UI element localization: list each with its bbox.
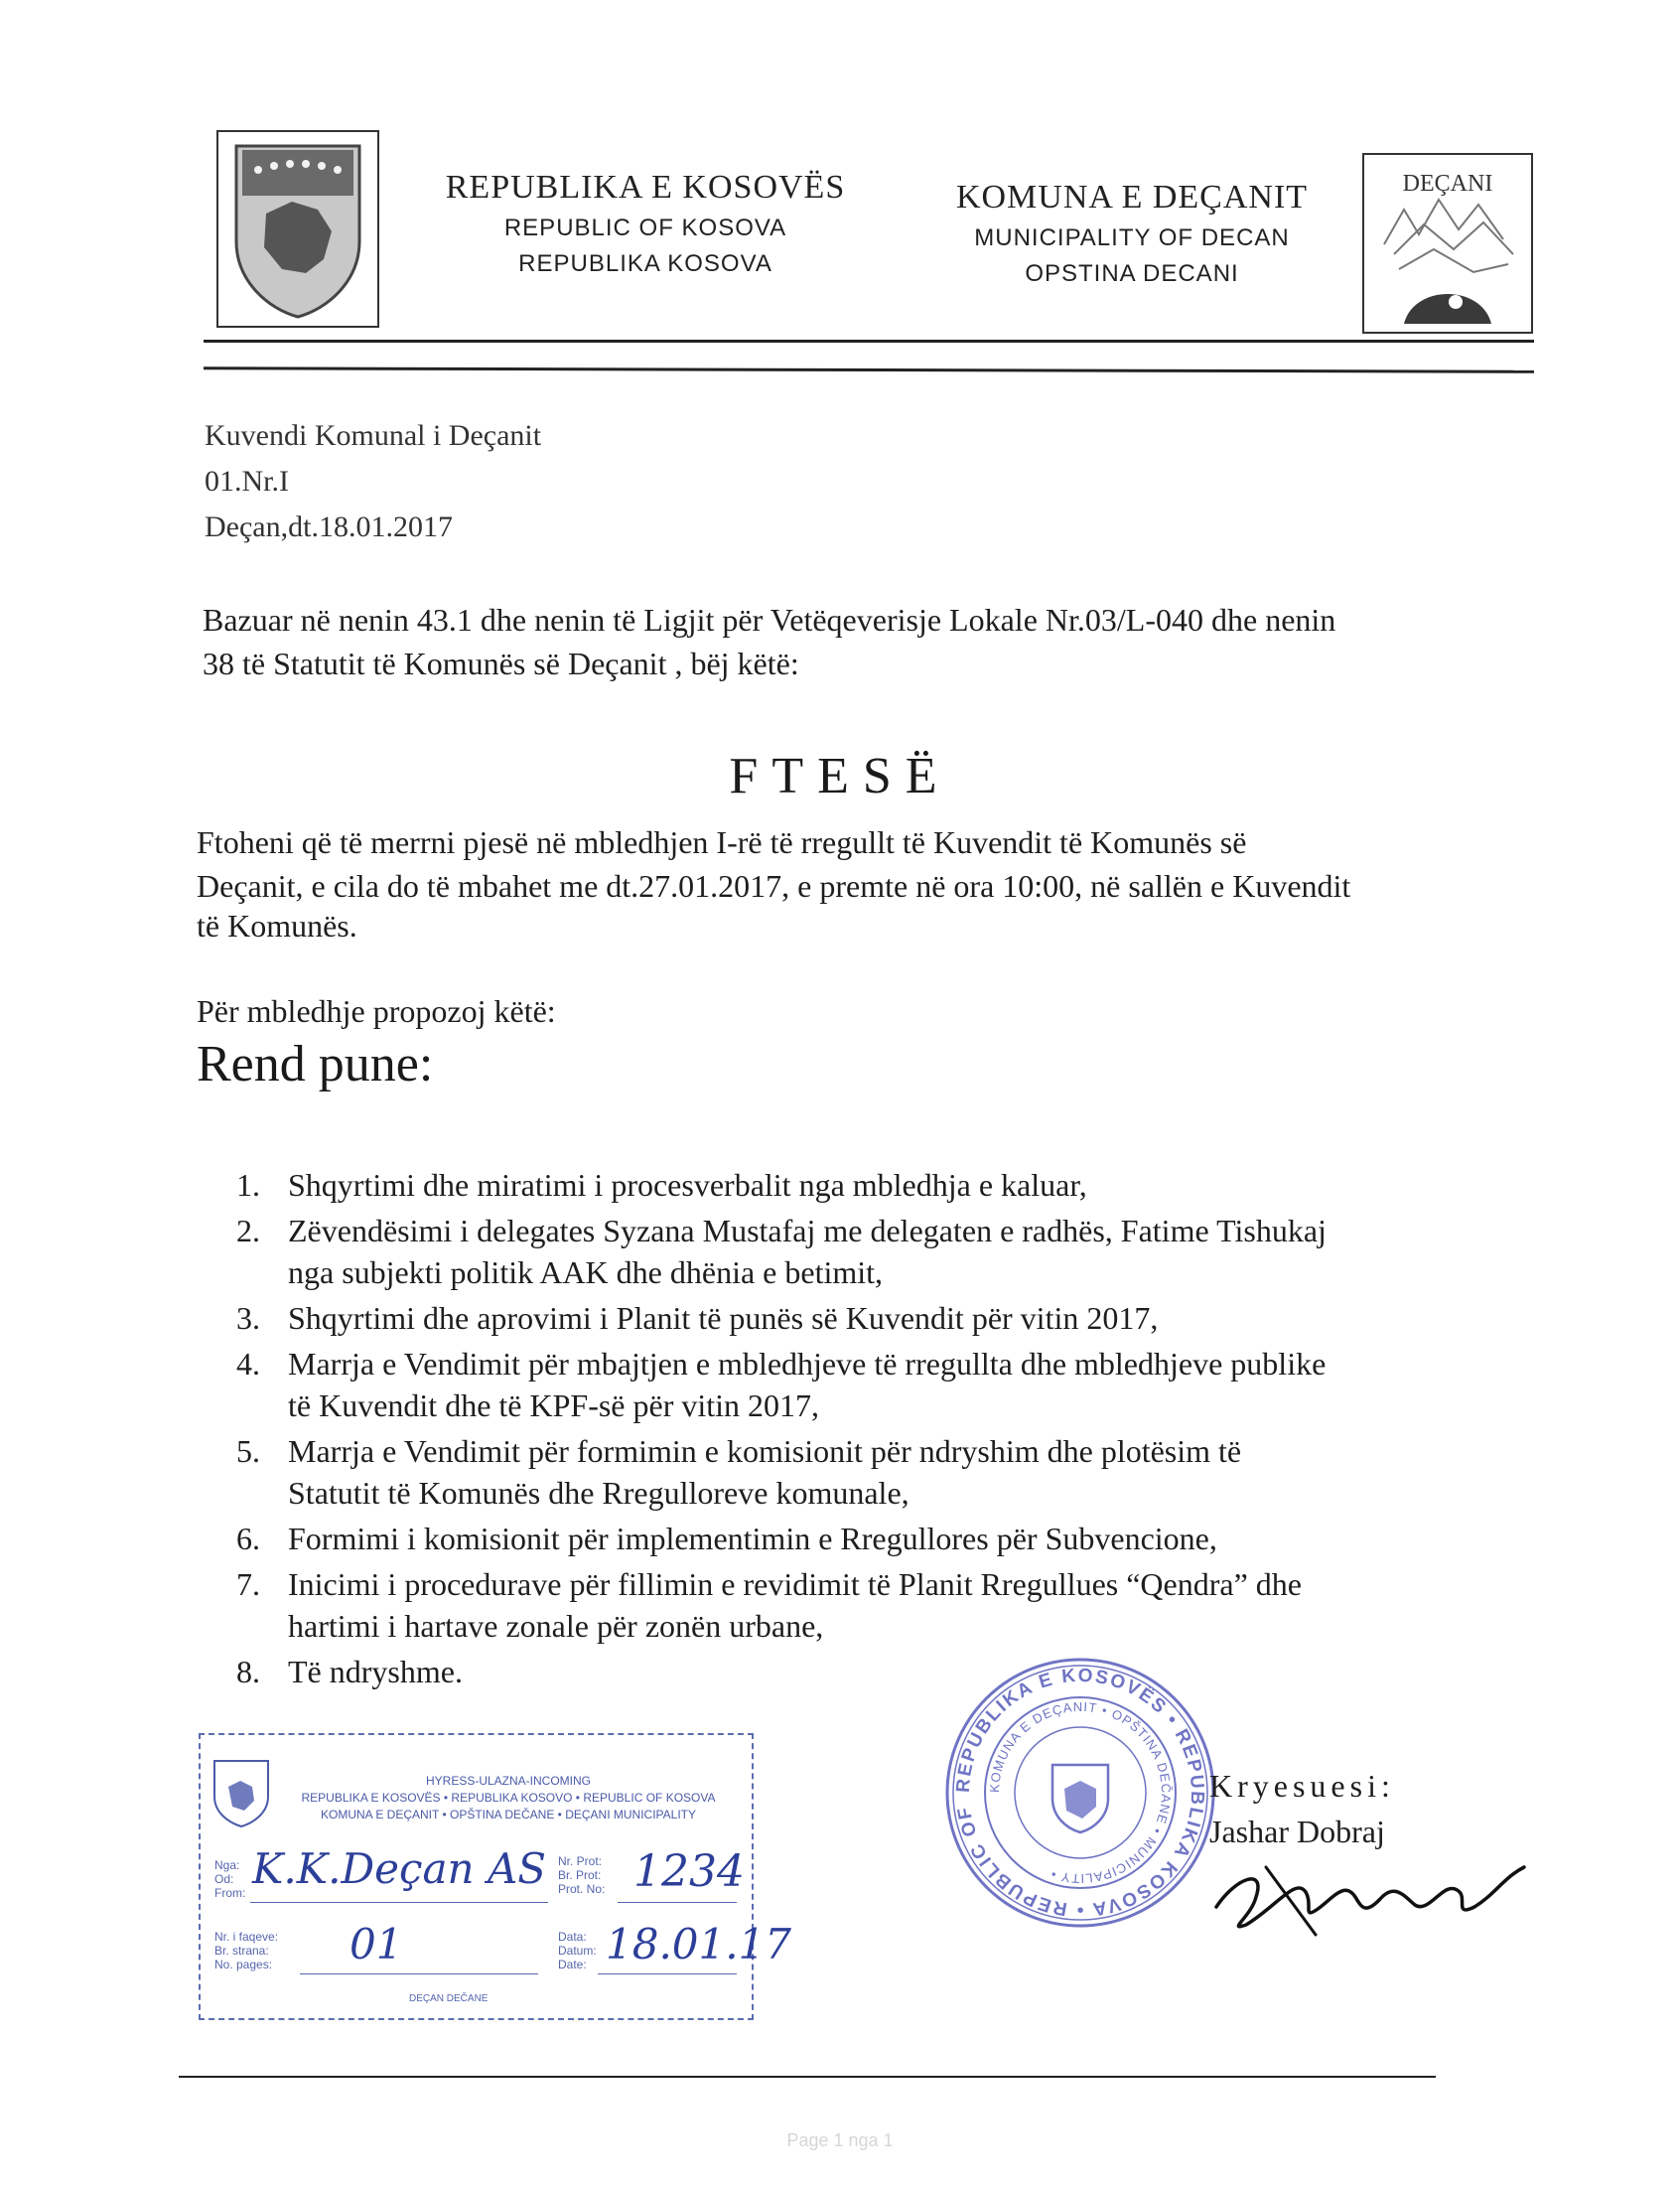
municipality-title: KOMUNA E DEÇANIT [955,179,1309,216]
agenda-item [236,1518,1527,1559]
stamp-handwritten-pages: 01 [350,1920,403,1968]
republic-title: REPUBLIKA E KOSOVËS [445,169,846,206]
coat-of-arms-icon [218,132,377,326]
agenda-item-number: 2. [236,1213,260,1248]
agenda-item [236,1430,1527,1514]
stamp-label: Date: [558,1958,587,1971]
stamp-handwritten-from: K.K.Deçan AS [252,1844,547,1893]
republic-title-en: REPUBLIC OF KOSOVA [503,215,787,241]
logo-text: DEÇANI [1402,171,1493,197]
stamp-handwritten-protno: 1234 [633,1846,745,1897]
agenda-item [236,1164,1527,1206]
stamp-label: From: [214,1886,246,1900]
agenda-item-text: të Kuvendit dhe të KPF-së për vitin 2017, [288,1387,820,1423]
stamp-header-line: HYRESS-ULAZNA-INCOMING [425,1774,591,1788]
agenda-item-text: nga subjekti politik AAK dhe dhënia e betimit, [288,1254,884,1290]
signature-title: Kryesuesi: [1209,1768,1395,1804]
agenda-list [236,1164,1527,1696]
stamp-label: Prot. No: [558,1882,606,1896]
assembly-name: Kuvendi Komunal i Deçanit [205,419,542,452]
decani-logo-icon [1364,155,1531,332]
stamp-underline [300,1973,538,1974]
agenda-item [236,1210,1527,1293]
seal-inner-text: KOMUNA E DEÇANIT • OPŠTINA DEČANE • MUNICIPALITY • [986,1698,1175,1887]
municipal-round-seal [941,1654,1219,1932]
stamp-label: Datum: [558,1944,597,1958]
stamp-label: Nr. Prot: [558,1854,603,1868]
agenda-item-text: Zëvendësimi i delegates Syzana Mustafaj me delegaten e radhës, Fatime Tishukaj [288,1213,1327,1248]
signatory-name: Jashar Dobraj [1209,1814,1385,1849]
stamp-underline [250,1902,548,1903]
agenda-item-number: 6. [236,1521,260,1556]
agenda-item-number: 8. [236,1654,260,1689]
agenda-item-text: Shqyrtimi dhe miratimi i procesverbalit nga mbledhja e kaluar, [288,1167,1087,1203]
agenda-item [236,1297,1527,1339]
stamp-label: Od: [214,1872,234,1886]
header-rule-bottom [204,366,1534,373]
footer-rule [179,2076,1436,2078]
stamp-label: Br. strana: [214,1944,269,1958]
header-rule-top [204,340,1534,343]
stamp-header-line: REPUBLIKA E KOSOVËS • REPUBLIKA KOSOVO • REPUBLIC OF KOSOVA [301,1791,716,1805]
agenda-item-text: Formimi i komisionit për implementimin e Rregullores për Subvencione, [288,1521,1217,1556]
seal-outer-text: REPUBLIKA E KOSOVËS • REPUBLIKA KOSOVA • REPUBLIC OF [952,1665,1208,1921]
incoming-registry-stamp [199,1733,792,2020]
stamp-label: Nr. i faqeve: [214,1930,279,1944]
agenda-item-number: 4. [236,1346,260,1382]
kosovo-coat-of-arms [216,130,379,328]
decani-logo [1362,153,1533,334]
handwritten-signature [1206,1837,1534,1947]
agenda-title: Rend pune: [197,1036,434,1092]
municipality-title-sr: OPSTINA DECANI [1025,260,1239,287]
stamp-label: Data: [558,1930,587,1944]
republic-title-sr: REPUBLIKA KOSOVA [518,250,772,277]
agenda-item [236,1563,1527,1647]
municipality-header [923,179,1340,288]
stamp-label: No. pages: [214,1958,273,1971]
agenda-item-text: Marrja e Vendimit për mbajtjen e mbledhjeve të rregullta dhe mbledhjeve publike [288,1346,1327,1382]
intro-line-1: Bazuar në nenin 43.1 dhe nenin të Ligjit për Vetëqeverisje Lokale Nr.03/L-040 dhe nenin [203,602,1336,638]
invitation-line-1: Ftoheni që të merrni pjesë në mbledhjen I-rë të rregullt të Kuvendit të Komunës së [197,824,1247,860]
agenda-item [236,1343,1527,1426]
intro-line-2: 38 të Statutit të Komunës së Deçanit , bëj këtë: [203,646,799,681]
seal-icon [941,1654,1219,1932]
republic-header [397,169,894,278]
place-date: Deçan,dt.18.01.2017 [205,510,453,543]
stamp-emblem-icon [210,1757,272,1828]
agenda-item-number: 5. [236,1433,260,1469]
agenda-item-text: hartimi i hartave zonale për zonën urbane, [288,1608,824,1644]
agenda-item-text: Shqyrtimi dhe aprovimi i Planit të punës së Kuvendit për vitin 2017, [288,1300,1159,1336]
stamp-label: Br. Prot: [558,1868,602,1882]
invitation-line-3: të Komunës. [197,908,357,944]
municipality-title-en: MUNICIPALITY OF DECAN [974,224,1290,251]
page-number: Page 1 nga 1 [786,2130,894,2150]
stamp-handwritten-date: 18.01.17 [606,1920,792,1968]
agenda-item-number: 1. [236,1167,260,1203]
proposal-text: Për mbledhje propozoj këtë: [197,993,556,1029]
agenda-item-number: 3. [236,1300,260,1336]
agenda-item-text: Marrja e Vendimit për formimin e komisionit për ndryshim dhe plotësim të [288,1433,1242,1469]
agenda-item-text: Të ndryshme. [288,1654,463,1689]
agenda-item-number: 7. [236,1566,260,1602]
stamp-footer: DEÇAN DEČANE [409,1993,489,2004]
stamp-underline [598,1973,737,1974]
stamp-header [275,1771,742,1821]
stamp-header-line: KOMUNA E DEÇANIT • OPŠTINA DEČANE • DEÇANI MUNICIPALITY [320,1808,697,1821]
agenda-item [236,1651,1527,1692]
agenda-item-text: Statutit të Komunës dhe Rregulloreve komunale, [288,1475,910,1511]
stamp-underline [618,1902,737,1903]
agenda-item-text: Inicimi i procedurave për fillimin e revidimit të Planit Rregullues “Qendra” dhe [288,1566,1302,1602]
document-title: FTESË [729,748,951,804]
document-number: 01.Nr.I [205,465,289,498]
stamp-label: Nga: [214,1858,240,1872]
invitation-line-2: Deçanit, e cila do të mbahet me dt.27.01.2017, e premte në ora 10:00, në sallën e Kuvendit [197,868,1351,904]
